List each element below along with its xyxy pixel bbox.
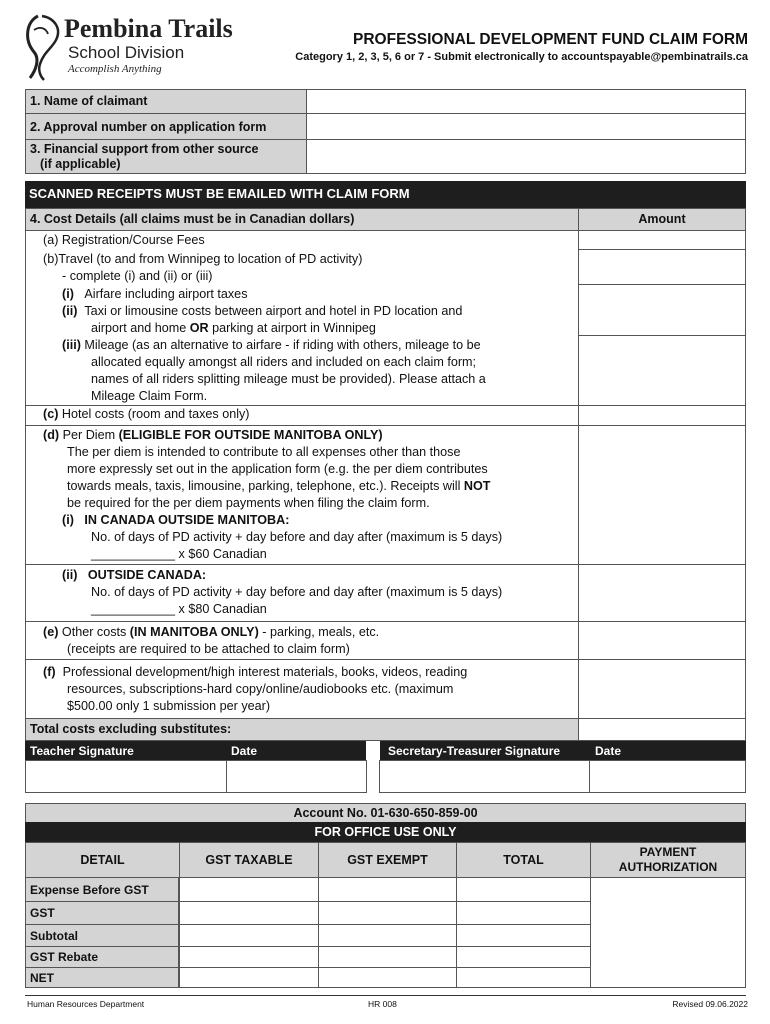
amount-d-ii-field[interactable] <box>578 564 746 622</box>
cost-b-iii-line4: Mileage Claim Form. <box>91 389 208 403</box>
row-label-gst: GST <box>25 901 179 925</box>
amount-f-field[interactable] <box>578 659 746 719</box>
amount-c-field[interactable] <box>578 405 746 426</box>
signature-gap <box>366 741 380 761</box>
col-total: TOTAL <box>456 842 591 878</box>
divider-e <box>25 621 579 622</box>
logo <box>20 12 240 82</box>
cost-d: (d) Per Diem (ELIGIBLE FOR OUTSIDE MANITOBA ONLY) <box>43 428 383 442</box>
footer-revised: Revised 09.06.2022 <box>672 999 748 1009</box>
col-payment-authorization: PAYMENT AUTHORIZATION <box>590 842 746 878</box>
amount-b-divider <box>578 284 746 285</box>
cell-expense-total[interactable] <box>456 877 591 902</box>
date2-label: Date <box>595 744 622 758</box>
support-label-line1: 3. Financial support from other source <box>30 142 259 156</box>
cell-net-total[interactable] <box>456 967 591 988</box>
secretary-date-field[interactable] <box>589 760 746 793</box>
account-number: Account No. 01-630-650-859-00 <box>293 806 478 820</box>
cell-gst-total[interactable] <box>456 901 591 925</box>
cost-b-i: (i) Airfare including airport taxes <box>62 287 248 301</box>
total-amount-field[interactable] <box>578 718 746 741</box>
cost-b-ii: (ii) Taxi or limousine costs between airport and hotel in PD location and <box>62 304 463 318</box>
amount-d-i-field[interactable] <box>578 425 746 565</box>
logo-mark-icon <box>20 12 66 82</box>
cost-d-i: (i) IN CANADA OUTSIDE MANITOBA: <box>62 513 290 527</box>
cell-gst-gst-exempt[interactable] <box>318 901 457 925</box>
col-detail: DETAIL <box>25 842 180 878</box>
cost-b: (b)Travel (to and from Winnipeg to location of PD activity) <box>43 252 363 266</box>
col-gst-taxable: GST TAXABLE <box>179 842 319 878</box>
cost-f-line3: $500.00 only 1 submission per year) <box>67 699 271 713</box>
form-title: PROFESSIONAL DEVELOPMENT FUND CLAIM FORM <box>353 31 748 48</box>
footer-dept: Human Resources Department <box>27 999 145 1009</box>
cost-e-sub: (receipts are required to be attached to claim form) <box>67 642 350 656</box>
row-label-expense: Expense Before GST <box>25 877 179 902</box>
approval-label: 2. Approval number on application form <box>30 120 267 134</box>
cost-d-p1: The per diem is intended to contribute to all expenses other than those <box>67 445 461 459</box>
cost-b-iii-line3: names of all riders splitting mileage must be provided). Please attach a <box>91 372 486 386</box>
name-label: 1. Name of claimant <box>30 94 148 108</box>
cost-d-p4: be required for the per diem payments when filing the claim form. <box>67 496 430 510</box>
cell-gst-gst-taxable[interactable] <box>179 901 319 925</box>
cell-expense-gst-taxable[interactable] <box>179 877 319 902</box>
amount-a-field[interactable] <box>578 230 746 250</box>
cell-net-gst-taxable[interactable] <box>179 967 319 988</box>
row-label-net: NET <box>25 967 179 988</box>
cost-b-iii: (iii) Mileage (as an alternative to airfare - if riding with others, mileage to be <box>62 338 481 352</box>
amount-e-field[interactable] <box>578 621 746 660</box>
cell-subtotal-gst-exempt[interactable] <box>318 924 457 947</box>
divider-d-ii <box>25 564 579 565</box>
cost-c: (c) Hotel costs (room and taxes only) <box>43 407 250 421</box>
cell-rebate-gst-taxable[interactable] <box>179 946 319 968</box>
cell-subtotal-total[interactable] <box>456 924 591 947</box>
cost-a: (a) Registration/Course Fees <box>43 233 205 247</box>
footer-rule <box>25 995 746 996</box>
cost-d-p2: more expressly set out in the application form (e.g. the per diem contributes <box>67 462 488 476</box>
approval-number-field[interactable] <box>306 113 746 140</box>
cell-subtotal-gst-taxable[interactable] <box>179 924 319 947</box>
teacher-signature-label: Teacher Signature <box>30 744 134 758</box>
name-of-claimant-field[interactable] <box>306 89 746 114</box>
total-label: Total costs excluding substitutes: <box>30 722 232 736</box>
cost-f: (f) Professional development/high interest materials, books, videos, reading <box>43 665 468 679</box>
logo-title: Pembina Trails <box>64 14 233 43</box>
cost-header-label: 4. Cost Details (all claims must be in Canadian dollars) <box>30 212 355 226</box>
cost-b-ii-line2: airport and home OR parking at airport in Winnipeg <box>91 321 376 335</box>
divider-d <box>25 425 579 426</box>
cost-d-ii: (ii) OUTSIDE CANADA: <box>62 568 207 582</box>
cost-d-p3: towards meals, taxis, limousine, parking, telephone, etc.). Receipts will NOT <box>67 479 491 493</box>
amount-b-divider <box>578 335 746 336</box>
receipts-notice <box>25 181 746 208</box>
cost-d-ii-rate: ____________ x $80 Canadian <box>91 602 267 616</box>
office-use-label: FOR OFFICE USE ONLY <box>314 825 457 839</box>
amount-header-label: Amount <box>638 212 686 226</box>
support-label-line2: (if applicable) <box>40 157 121 171</box>
row-label-subtotal: Subtotal <box>25 924 179 947</box>
receipts-notice-text: SCANNED RECEIPTS MUST BE EMAILED WITH CLAIM FORM <box>29 186 410 201</box>
date1-label: Date <box>231 744 258 758</box>
cell-net-gst-exempt[interactable] <box>318 967 457 988</box>
form-subtitle: Category 1, 2, 3, 5, 6 or 7 - Submit electronically to accountspayable@pembinatrails.ca <box>295 51 748 63</box>
payment-authorization-field[interactable] <box>590 877 746 988</box>
cell-rebate-gst-exempt[interactable] <box>318 946 457 968</box>
amount-b-field[interactable] <box>578 249 746 406</box>
cost-b-sub: - complete (i) and (ii) or (iii) <box>62 269 213 283</box>
cost-d-ii-text: No. of days of PD activity + day before and day after (maximum is 5 days) <box>91 585 503 599</box>
secretary-signature-label: Secretary-Treasurer Signature <box>388 744 561 758</box>
logo-subtitle: School Division <box>68 43 185 62</box>
cost-e: (e) Other costs (IN MANITOBA ONLY) - parking, meals, etc. <box>43 625 380 639</box>
cost-f-line2: resources, subscriptions-hard copy/online/audiobooks etc. (maximum <box>67 682 454 696</box>
logo-tagline: Accomplish Anything <box>68 63 162 75</box>
financial-support-field[interactable] <box>306 139 746 174</box>
col-gst-exempt: GST EXEMPT <box>318 842 457 878</box>
secretary-signature-field[interactable] <box>379 760 590 793</box>
office-use-bar <box>25 822 746 843</box>
divider-f <box>25 659 579 660</box>
cell-expense-gst-exempt[interactable] <box>318 877 457 902</box>
cost-b-iii-line2: allocated equally amongst all riders and included on each claim form; <box>91 355 477 369</box>
teacher-signature-field[interactable] <box>25 760 227 793</box>
row-label-gst-rebate: GST Rebate <box>25 946 179 968</box>
cost-d-i-rate: ____________ x $60 Canadian <box>91 547 267 561</box>
cost-d-i-text: No. of days of PD activity + day before and day after (maximum is 5 days) <box>91 530 503 544</box>
cell-rebate-total[interactable] <box>456 946 591 968</box>
teacher-date-field[interactable] <box>226 760 367 793</box>
footer-form-code: HR 008 <box>368 999 397 1009</box>
